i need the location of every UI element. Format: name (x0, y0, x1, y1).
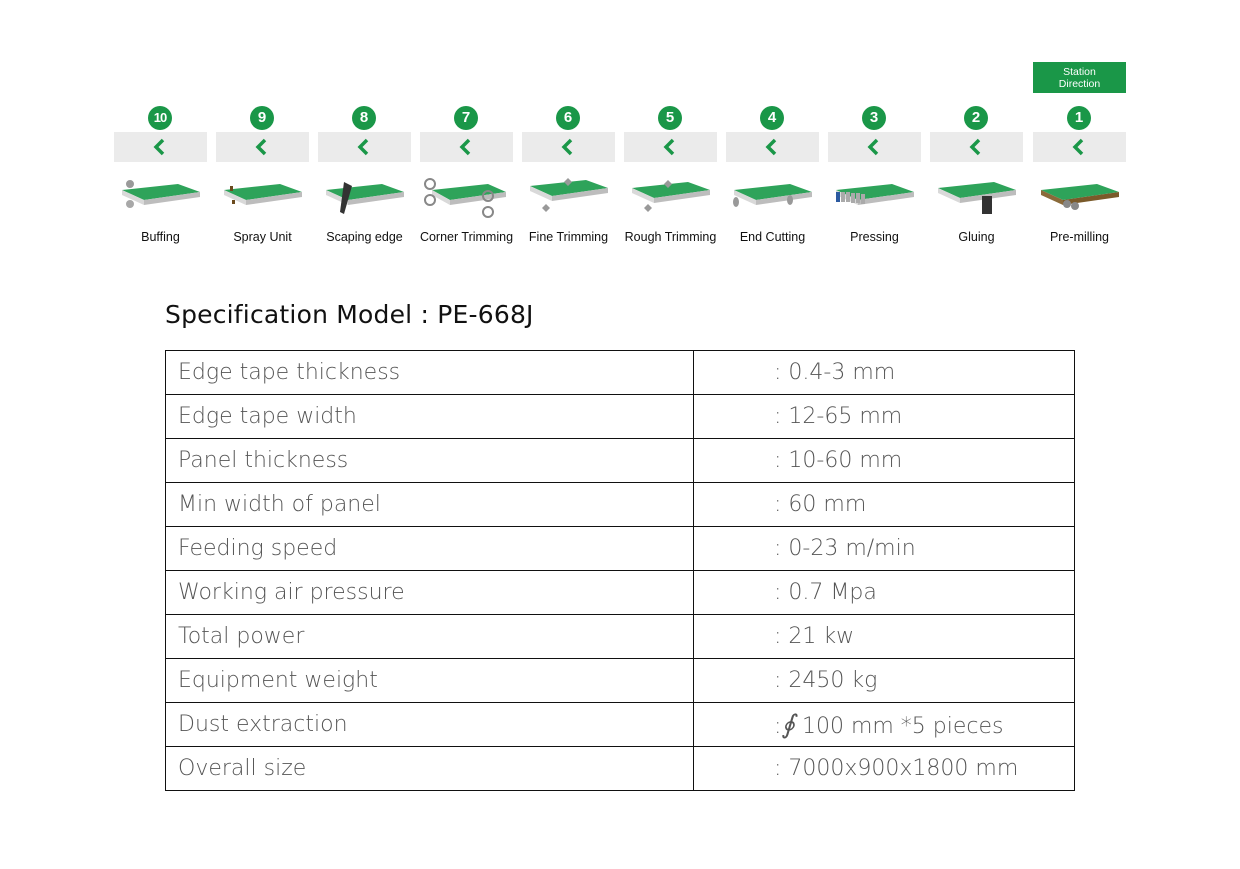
station-label: Gluing (958, 230, 995, 244)
spec-value: : 7000x900x1800 mm (694, 747, 1075, 791)
chevron-left-icon (355, 138, 373, 156)
spec-key: Dust extraction (166, 703, 694, 747)
spec-key: Edge tape thickness (166, 351, 694, 395)
spec-key: Overall size (166, 747, 694, 791)
spec-value: : 21 kw (694, 615, 1075, 659)
station-label: End Cutting (739, 230, 806, 244)
table-row (166, 351, 1075, 395)
diameter-symbol: ∮ (781, 709, 795, 740)
spec-key: Panel thickness (166, 439, 694, 483)
spec-value (694, 703, 1075, 747)
direction-arrow-bar (726, 132, 819, 162)
end-cutting-machine-icon (730, 174, 816, 224)
station-gluing (930, 104, 1023, 254)
direction-arrow-bar (1033, 132, 1126, 162)
chevron-left-icon (763, 138, 781, 156)
station-corner-trimming (420, 104, 513, 254)
pre-milling-machine-icon (1037, 174, 1123, 224)
spec-key: Equipment weight (166, 659, 694, 703)
value-suffix: 100 mm *5 pieces (794, 713, 1004, 739)
station-scaping-edge (318, 104, 411, 254)
spec-key: Working air pressure (166, 571, 694, 615)
station-label: Scaping edge (326, 230, 403, 244)
direction-arrow-bar (216, 132, 309, 162)
station-label: Fine Trimming (528, 230, 609, 244)
spray-unit-machine-icon (220, 174, 306, 224)
station-pressing (828, 104, 921, 254)
station-number: 9 (250, 106, 274, 130)
station-fine-trimming (522, 104, 615, 254)
station-direction-badge (1033, 62, 1126, 93)
station-number: 5 (658, 106, 682, 130)
table-row (166, 439, 1075, 483)
spec-value: : 0.7 Mpa (694, 571, 1075, 615)
pressing-machine-icon (832, 174, 918, 224)
table-row (166, 615, 1075, 659)
station-number: 4 (760, 106, 784, 130)
table-row (166, 483, 1075, 527)
station-label: Pre-milling (1049, 230, 1110, 244)
station-label: Corner Trimming (419, 230, 514, 244)
spec-value: : 0-23 m/min (694, 527, 1075, 571)
chevron-left-icon (967, 138, 985, 156)
direction-arrow-bar (930, 132, 1023, 162)
buffing-machine-icon (118, 174, 204, 224)
corner-trimming-machine-icon (424, 174, 510, 224)
spec-value: : 12-65 mm (694, 395, 1075, 439)
fine-trimming-machine-icon (526, 174, 612, 224)
direction-arrow-bar (114, 132, 207, 162)
gluing-machine-icon (934, 174, 1020, 224)
station-number: 2 (964, 106, 988, 130)
spec-value: : 2450 kg (694, 659, 1075, 703)
direction-arrow-bar (420, 132, 513, 162)
chevron-left-icon (253, 138, 271, 156)
chevron-left-icon (151, 138, 169, 156)
spec-key: Total power (166, 615, 694, 659)
spec-key: Min width of panel (166, 483, 694, 527)
spec-value: : 60 mm (694, 483, 1075, 527)
chevron-left-icon (1070, 138, 1088, 156)
station-rough-trimming (624, 104, 717, 254)
station-number: 8 (352, 106, 376, 130)
direction-arrow-bar (828, 132, 921, 162)
station-number: 6 (556, 106, 580, 130)
station-label: Spray Unit (233, 230, 292, 244)
table-row (166, 527, 1075, 571)
station-buffing (114, 104, 207, 254)
rough-trimming-machine-icon (628, 174, 714, 224)
station-label: Rough Trimming (624, 230, 717, 244)
value-prefix: : (774, 713, 782, 739)
chevron-left-icon (559, 138, 577, 156)
table-row (166, 395, 1075, 439)
table-row (166, 703, 1075, 747)
spec-value: : 0.4-3 mm (694, 351, 1075, 395)
station-label: Pressing (850, 230, 899, 244)
scaping-edge-machine-icon (322, 174, 408, 224)
spec-title: Specification Model : PE-668J (165, 300, 534, 329)
station-number: 3 (862, 106, 886, 130)
direction-arrow-bar (624, 132, 717, 162)
spec-value: : 10-60 mm (694, 439, 1075, 483)
table-row (166, 659, 1075, 703)
station-direction-label: Station Direction (1058, 65, 1101, 90)
direction-arrow-bar (522, 132, 615, 162)
spec-key: Edge tape width (166, 395, 694, 439)
table-row (166, 571, 1075, 615)
spec-key: Feeding speed (166, 527, 694, 571)
station-number: 1 (1067, 106, 1091, 130)
station-label: Buffing (141, 230, 180, 244)
station-spray-unit (216, 104, 309, 254)
station-end-cutting (726, 104, 819, 254)
spec-table (165, 350, 1075, 791)
chevron-left-icon (457, 138, 475, 156)
station-pre-milling (1033, 104, 1126, 254)
station-strip (114, 104, 1126, 254)
station-number: 10 (148, 106, 172, 130)
direction-arrow-bar (318, 132, 411, 162)
chevron-left-icon (865, 138, 883, 156)
chevron-left-icon (661, 138, 679, 156)
station-number: 7 (454, 106, 478, 130)
table-row (166, 747, 1075, 791)
